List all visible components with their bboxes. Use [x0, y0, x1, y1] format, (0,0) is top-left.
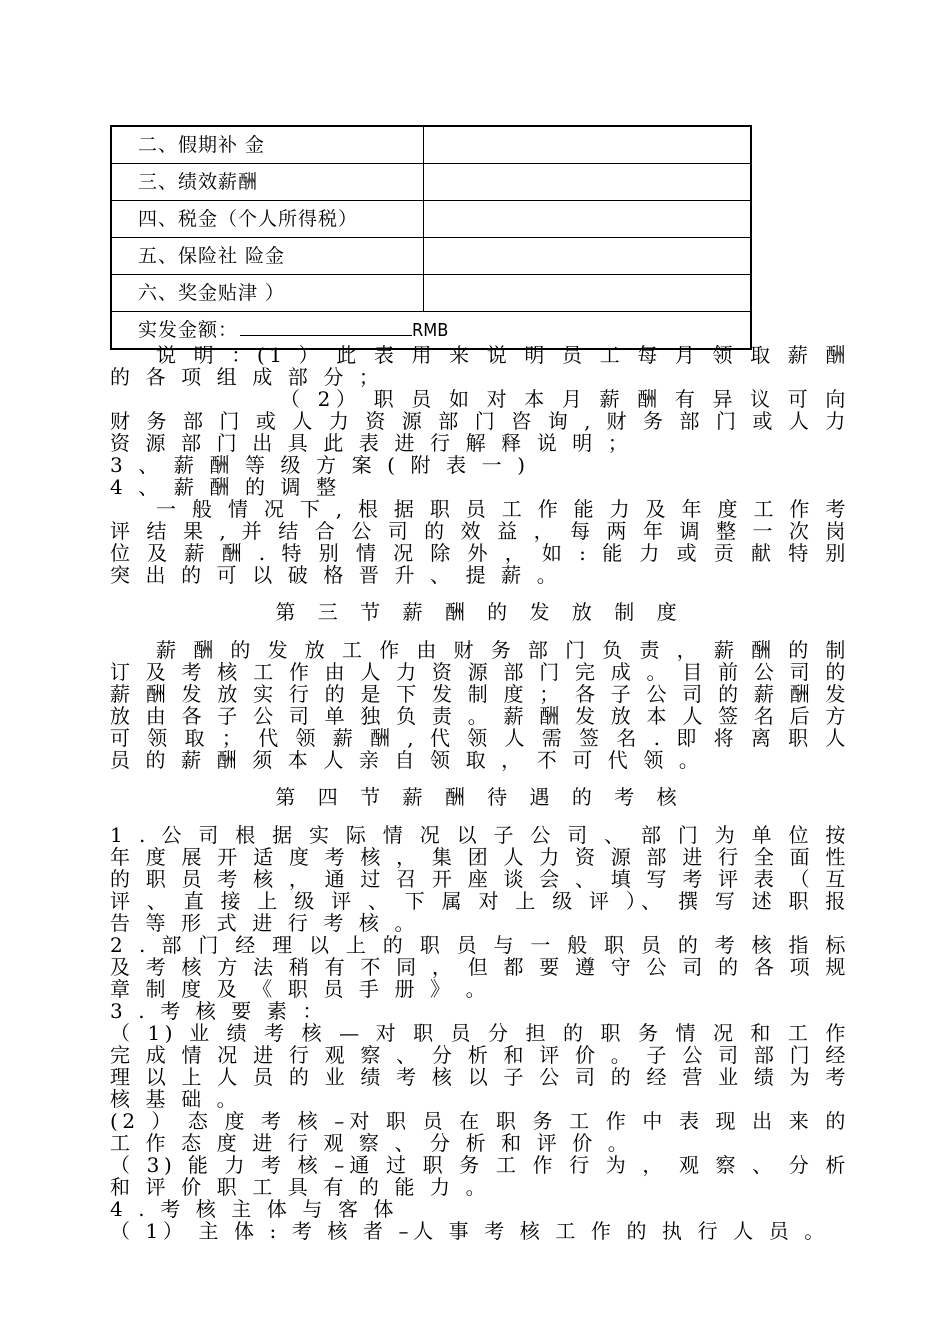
assessment-item-4: 4 . 考 核 主 体 与 客 体: [110, 1197, 399, 1221]
item-3: 3 、 薪 酬 等 级 方 案 ( 附 表 一 ): [110, 453, 530, 477]
table-cell-label: 五、保险社 险金: [112, 238, 424, 274]
table-cell-value: [424, 238, 750, 274]
para-payment: 薪 酬 的 发 放 工 作 由 财 务 部 门 负 责 ， 薪 酬 的 制 订 及 考 核 工 作 由 人 力 资 源 部 门 完 成 。 目 前 公 司 的 薪 酬 发 放 实 行 的 是 下 发 制 度 ； 各 子 公 司 的 薪 酬 发 放 由 各 子 公 司 单 独 负 责 。 薪 酬 发 放 本 人 签 名 后 方 可 领 取 ； 代 领 薪 酬 , 代 领 人 需 签 名 . 即 将 离 职 人 员 的 薪 酬 须 本 人 亲 自 领 取 ， 不 可 代 领 。: [110, 638, 850, 772]
section-3-title: 第 三 节 薪 酬 的 发 放 制 度: [275, 600, 685, 624]
table-cell-label: 四、税金（个人所得税）: [112, 201, 424, 237]
net-amount-label: 实发金额：: [138, 319, 239, 341]
table-cell-value: [424, 275, 750, 311]
net-amount-unit: RMB: [412, 320, 449, 341]
assessment-item-3: 3 . 考 核 要 素 ：: [110, 999, 328, 1023]
para-adjust: 一 般 情 况 下 , 根 据 职 员 工 作 能 力 及 年 度 工 作 考 评 结 果 , 并 结 合 公 司 的 效 益 ， 每 两 年 调 整 一 次 岗 位 及 薪 酬 . 特 别 情 况 除 外 ， 如 : 能 力 或 贡 献 特 别 突 出 的 可 以 破 格 晋 升 、 提 薪 。: [110, 497, 850, 587]
table-cell-value: [424, 164, 750, 200]
table-cell-value: [424, 127, 750, 163]
net-amount-blank: [240, 317, 412, 336]
table-cell-value: [424, 201, 750, 237]
table-row: [112, 238, 750, 275]
note-2: （ 2） 职 员 如 对 本 月 薪 酬 有 异 议 可 向 财 务 部 门 或 人 力 资 源 部 门 咨 询 , 财 务 部 门 或 人 力 资 源 部 门 出 具 此 表 进 行 解 释 说 明 ；: [110, 387, 850, 455]
document-body: [110, 344, 850, 1242]
assessment-item-1: 1 . 公 司 根 据 实 际 情 况 以 子 公 司 、 部 门 为 单 位 按 年 度 展 开 适 度 考 核 ， 集 团 人 力 资 源 部 进 行 全 面 性 的 职 员 考 核 ， 通 过 召 开 座 谈 会 、 填 写 考 评 表 （ 互 评 、 直 接 上 级 评 、 下 属 对 上 级 评 ）、 撰 写 述 职 报 告 等 形 式 进 行 考 核 。: [110, 823, 850, 935]
note-1: 说 明 ：(1 ） 此 表 用 来 说 明 员 工 每 月 领 取 薪 酬 的 各 项 组 成 部 分 ；: [110, 343, 850, 389]
subject-1: （ 1） 主 体 : 考 核 者 –人 事 考 核 工 作 的 执 行 人 员 。: [110, 1219, 829, 1243]
table-cell-label: 三、绩效薪酬: [112, 164, 424, 200]
salary-items-table: [110, 125, 752, 350]
table-row: [112, 164, 750, 201]
element-2: (2 ） 态 度 考 核 –对 职 员 在 职 务 工 作 中 表 现 出 来 的 工 作 态 度 进 行 观 察 、 分 析 和 评 价 。: [110, 1109, 850, 1155]
element-1: （ 1) 业 绩 考 核 — 对 职 员 分 担 的 职 务 情 况 和 工 作 完 成 情 况 进 行 观 察 、 分 析 和 评 价 。 子 公 司 部 门 经 理 以 上 人 员 的 业 绩 考 核 以 子 公 司 的 经 营 业 绩 为 考 核 基 础 。: [110, 1021, 850, 1111]
table-cell-label: 六、奖金贴津 ）: [112, 275, 424, 311]
element-3: （ 3) 能 力 考 核 –通 过 职 务 工 作 行 为 ， 观 察 、 分 析 和 评 价 职 工 具 有 的 能 力 。: [110, 1153, 850, 1199]
item-4: 4 、 薪 酬 的 调 整: [110, 475, 341, 499]
table-cell-label: 二、假期补 金: [112, 127, 424, 163]
table-row: [112, 127, 750, 164]
section-4-title: 第 四 节 薪 酬 待 遇 的 考 核: [275, 785, 685, 809]
table-row: [112, 201, 750, 238]
table-row: [112, 275, 750, 312]
assessment-item-2: 2 . 部 门 经 理 以 上 的 职 员 与 一 般 职 员 的 考 核 指 标 及 考 核 方 法 稍 有 不 同 ， 但 都 要 遵 守 公 司 的 各 项 规 章 制 度 及 《 职 员 手 册 》 。: [110, 933, 850, 1001]
